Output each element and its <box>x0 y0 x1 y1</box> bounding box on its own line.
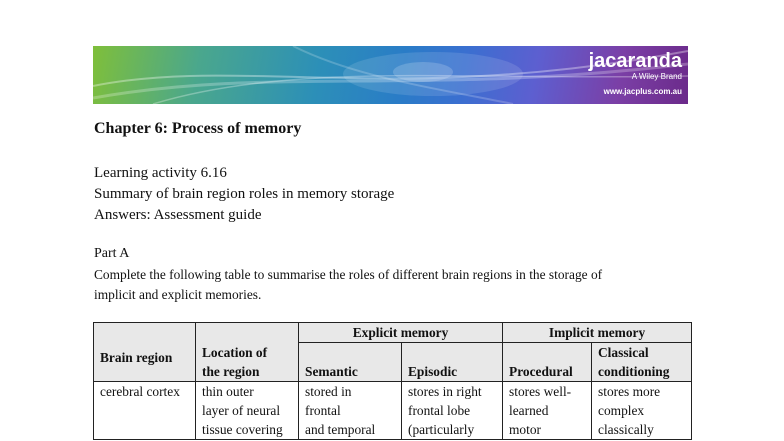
header-brain-region: Brain region <box>94 323 196 382</box>
cell-location-line-2: layer of neural <box>202 403 281 418</box>
cell-region: cerebral cortex <box>94 382 196 440</box>
instruction-text <box>94 265 694 305</box>
cell-episodic-line-3: (particularly <box>408 422 475 437</box>
part-label: Part A <box>94 246 130 261</box>
header-episodic: Episodic <box>402 343 503 382</box>
header-banner <box>93 46 688 104</box>
table-header-row-1 <box>94 323 692 343</box>
cell-episodic-line-2: frontal lobe <box>408 403 471 418</box>
cell-episodic-line-1: stores in right <box>408 384 482 399</box>
header-location-line-1: Location of <box>202 345 268 360</box>
header-procedural: Procedural <box>503 343 592 382</box>
cell-location <box>196 382 299 440</box>
header-classical-conditioning <box>592 343 692 382</box>
cell-location-line-1: thin outer <box>202 384 254 399</box>
activity-title: Learning activity 6.16 <box>94 165 227 181</box>
cell-location-line-3: tissue covering <box>202 422 283 437</box>
instruction-line-1: Complete the following table to summarise the roles of different brain regions in the storage of <box>94 267 603 282</box>
cell-classical <box>592 382 692 440</box>
cell-classical-line-3: classically <box>598 422 654 437</box>
memory-table <box>93 322 692 440</box>
summary-title: Summary of brain region roles in memory storage <box>94 186 395 202</box>
cell-classical-line-2: complex <box>598 403 645 418</box>
header-classical-line-1: Classical <box>598 345 649 360</box>
cell-procedural-line-3: motor <box>509 422 542 437</box>
cell-classical-line-1: stores more <box>598 384 661 399</box>
header-location-line-2: the region <box>202 364 260 379</box>
cell-episodic <box>402 382 503 440</box>
header-explicit-memory: Explicit memory <box>299 323 503 343</box>
cell-semantic-line-3: and temporal <box>305 422 376 437</box>
brand-logo: jacaranda <box>588 50 682 72</box>
brand-tagline: A Wiley Brand <box>631 72 682 81</box>
brand-url: www.jacplus.com.au <box>603 87 682 96</box>
cell-semantic-line-2: frontal <box>305 403 341 418</box>
chapter-title: Chapter 6: Process of memory <box>94 120 302 137</box>
header-semantic: Semantic <box>299 343 402 382</box>
brand-block <box>589 50 682 97</box>
answers-title: Answers: Assessment guide <box>94 207 262 223</box>
header-location <box>196 323 299 382</box>
cell-procedural <box>503 382 592 440</box>
cell-procedural-line-1: stores well- <box>509 384 572 399</box>
cell-semantic <box>299 382 402 440</box>
cell-semantic-line-1: stored in <box>305 384 352 399</box>
table-row <box>94 382 692 440</box>
instruction-line-2: implicit and explicit memories. <box>94 287 262 302</box>
header-classical-line-2: conditioning <box>598 364 670 379</box>
header-implicit-memory: Implicit memory <box>503 323 692 343</box>
cell-procedural-line-2: learned <box>509 403 549 418</box>
